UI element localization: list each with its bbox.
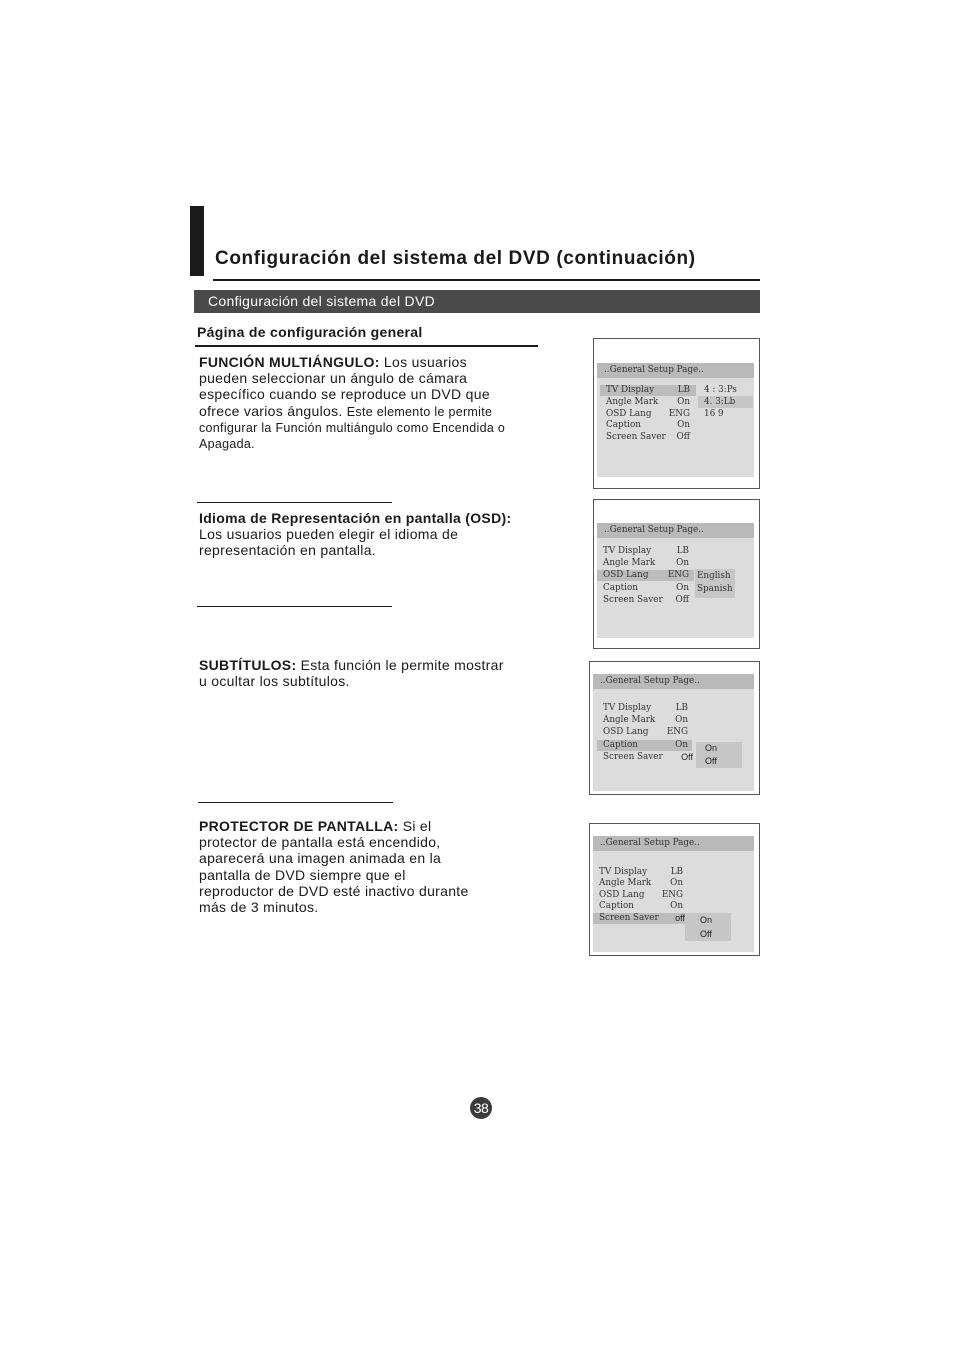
multiangle-text-3: específico cuando se reproduce un DVD que — [199, 386, 490, 403]
page-number: 38 — [470, 1097, 492, 1119]
osd-screen — [597, 523, 754, 638]
osd-header: ..General Setup Page.. — [597, 523, 754, 538]
screensaver-text-3: aparecerá una imagen animada en la — [199, 850, 442, 867]
osd-screen — [597, 363, 754, 477]
screensaver-text-4: pantalla de DVD siempre que el — [199, 866, 406, 883]
subsection-heading: Página de configuración general — [197, 324, 423, 340]
osd-row-screen-saver: Screen Saver Off — [603, 595, 689, 605]
osd-option: Off — [705, 756, 717, 766]
osd-row-caption: Caption On — [599, 901, 683, 911]
osd-row-angle-mark: Angle Mark On — [599, 878, 683, 888]
osd-row-caption: Caption On — [597, 740, 692, 751]
osd-row-angle-mark: Angle Mark On — [603, 715, 688, 725]
osd-option: 4 : 3:Ps — [704, 385, 737, 395]
multiangle-text-2: pueden seleccionar un ángulo de cámara — [199, 370, 468, 387]
screensaver-text-5: reproductor de DVD esté inactivo durante — [199, 882, 469, 899]
osd-row-osd-lang: OSD Lang ENG — [597, 570, 694, 581]
osd-row-angle-mark: Angle Mark On — [603, 558, 689, 568]
separator-line — [197, 606, 392, 607]
osd-screenshot-osd-lang — [593, 499, 760, 649]
osd-options-popup — [696, 742, 742, 768]
osd-option: 4. 3:Lb — [704, 397, 736, 407]
osd-screenshot-screen-saver — [589, 823, 760, 956]
osd-row-caption: Caption On — [606, 420, 690, 430]
osd-row-screen-saver: Screen Saver off — [593, 913, 687, 924]
osd-row-caption: Caption On — [603, 583, 689, 593]
osd-text-2: representación en pantalla. — [199, 542, 376, 559]
subtitles-text-1: Esta función le permite mostrar — [300, 657, 504, 673]
multiangle-text-4: ofrece varios ángulos. — [199, 402, 343, 419]
osd-row-tv-display: TV Display LB — [599, 867, 683, 877]
osd-screenshot-caption — [589, 661, 760, 795]
osd-label: Idioma de Representación en pantalla (OSD): — [199, 510, 512, 526]
osd-row-osd-lang: OSD Lang ENG — [606, 409, 690, 419]
subtitles-text-2: u ocultar los subtítulos. — [199, 673, 350, 690]
screensaver-text-1: Si el — [402, 818, 432, 834]
multiangle-label: FUNCIÓN MULTIÁNGULO: — [199, 354, 380, 370]
subtitles-label: SUBTÍTULOS: — [199, 657, 297, 673]
osd-row-angle-mark: Angle Mark On — [606, 397, 690, 407]
osd-row-osd-lang: OSD Lang ENG — [603, 727, 688, 737]
osd-option: English — [697, 571, 731, 581]
separator-line — [197, 502, 392, 503]
osd-row-tv-display: TV Display LB — [603, 703, 688, 713]
osd-paragraph — [199, 510, 539, 559]
screensaver-paragraph — [199, 818, 539, 915]
screensaver-text-2: protector de pantalla está encendido, — [199, 834, 441, 851]
osd-row-osd-lang: OSD Lang ENG — [599, 890, 683, 900]
section-band: Configuración del sistema del DVD — [194, 290, 760, 313]
osd-row-tv-display: TV Display LB — [603, 546, 689, 556]
osd-row-screen-saver: Screen Saver Off — [606, 432, 690, 442]
multiangle-text-6: Apagada. — [199, 437, 255, 452]
multiangle-text-1: Los usuarios — [383, 354, 467, 370]
multiangle-text-4b: Este elemento le permite — [346, 404, 493, 419]
multiangle-text-5: configurar la Función multiángulo como Encendida o — [199, 420, 506, 435]
osd-option: 16 9 — [704, 409, 724, 419]
screensaver-label: PROTECTOR DE PANTALLA: — [199, 818, 399, 834]
osd-text-1: Los usuarios pueden elegir el idioma de — [199, 526, 459, 543]
screensaver-text-6: más de 3 minutos. — [199, 899, 319, 916]
osd-row-screen-saver: Screen Saver Off — [603, 752, 693, 762]
osd-header: ..General Setup Page.. — [593, 836, 754, 851]
multiangle-paragraph — [199, 354, 539, 452]
section-marker — [190, 206, 204, 276]
separator-line — [198, 802, 393, 803]
subtitles-paragraph — [199, 657, 539, 689]
osd-row-tv-display: TV Display LB — [600, 385, 696, 396]
osd-header: ..General Setup Page.. — [593, 674, 754, 689]
title-underline — [213, 279, 760, 281]
subsection-underline — [195, 345, 538, 347]
osd-screen — [593, 674, 754, 791]
osd-option: Spanish — [697, 584, 733, 594]
osd-screenshot-tv-display — [593, 338, 760, 489]
osd-header: ..General Setup Page.. — [597, 363, 754, 378]
page-title: Configuración del sistema del DVD (continuación) — [215, 248, 696, 269]
osd-option: On — [700, 915, 713, 925]
osd-screen — [593, 836, 754, 952]
osd-option: On — [705, 743, 718, 753]
osd-option: Off — [700, 929, 712, 939]
